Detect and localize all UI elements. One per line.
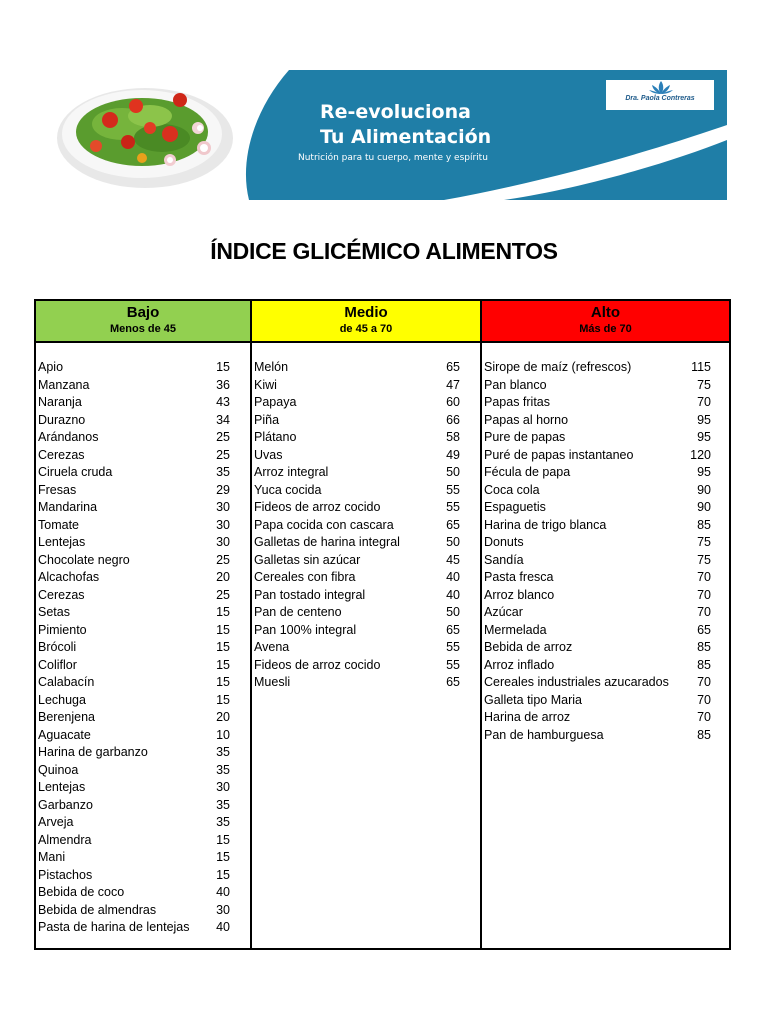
- food-row: [482, 482, 729, 500]
- food-name: Arroz inflado: [484, 657, 555, 672]
- food-row: [36, 622, 250, 640]
- food-name: Espaguetis: [484, 500, 546, 514]
- food-name: Almendra: [38, 832, 92, 847]
- glycemic-value: 35: [216, 762, 230, 777]
- food-row: [482, 464, 729, 482]
- food-name: Muesli: [254, 675, 291, 689]
- food-name: Fécula de papa: [484, 465, 571, 479]
- glycemic-value: 30: [216, 500, 230, 514]
- food-name: Lentejas: [38, 535, 86, 549]
- column-bajo: [36, 301, 252, 948]
- glycemic-value: 15: [216, 832, 230, 847]
- food-row: [252, 552, 480, 570]
- column-alto: [482, 301, 729, 948]
- glycemic-value: 65: [446, 517, 460, 532]
- glycemic-value: 40: [216, 920, 230, 934]
- food-row: [36, 517, 250, 535]
- glycemic-value: 20: [216, 710, 230, 724]
- food-name: Lentejas: [38, 780, 86, 794]
- food-name: Pure de papas: [484, 430, 566, 444]
- banner-subtitle: Nutrición para tu cuerpo, mente y espíritu: [298, 153, 488, 163]
- glycemic-value: 15: [216, 657, 230, 672]
- food-row: [482, 727, 729, 745]
- glycemic-value: 25: [216, 430, 230, 444]
- food-row: [36, 534, 250, 552]
- food-row: [252, 657, 480, 675]
- glycemic-value: 70: [697, 395, 711, 409]
- food-name: Galletas de harina integral: [254, 535, 400, 549]
- food-row: [36, 867, 250, 885]
- glycemic-value: 15: [216, 640, 230, 654]
- glycemic-value: 70: [697, 605, 711, 619]
- food-name: Arveja: [38, 815, 74, 829]
- glycemic-value: 35: [216, 465, 230, 479]
- glycemic-value: 75: [697, 377, 711, 392]
- glycemic-value: 55: [446, 640, 460, 654]
- glycemic-value: 70: [697, 710, 711, 724]
- food-row: [482, 517, 729, 535]
- glycemic-value: 95: [697, 430, 711, 444]
- food-name: Pan de centeno: [254, 605, 342, 619]
- food-name: Pan de hamburguesa: [484, 727, 604, 742]
- glycemic-value: 45: [446, 552, 460, 567]
- food-row: [482, 674, 729, 692]
- glycemic-value: 55: [446, 500, 460, 514]
- glycemic-value: 50: [446, 535, 460, 549]
- food-row: [482, 429, 729, 447]
- glycemic-value: 29: [216, 482, 230, 497]
- glycemic-value: 55: [446, 482, 460, 497]
- food-row: [252, 604, 480, 622]
- food-name: Sirope de maíz (refrescos): [484, 360, 632, 374]
- glycemic-value: 15: [216, 605, 230, 619]
- food-name: Bebida de coco: [38, 885, 125, 899]
- food-name: Mandarina: [38, 500, 98, 514]
- food-row: [36, 692, 250, 710]
- food-name: Galletas sin azúcar: [254, 552, 361, 567]
- food-name: Garbanzo: [38, 797, 93, 812]
- food-name: Coliflor: [38, 657, 77, 672]
- food-name: Tomate: [38, 517, 79, 532]
- food-name: Puré de papas instantaneo: [484, 447, 634, 462]
- food-name: Chocolate negro: [38, 552, 130, 567]
- food-row: [36, 849, 250, 867]
- glycemic-value: 90: [697, 500, 711, 514]
- column-range: Menos de 45: [109, 323, 177, 335]
- food-row: [36, 639, 250, 657]
- glycemic-value: 30: [216, 517, 230, 532]
- food-row: [36, 569, 250, 587]
- food-row: [252, 447, 480, 465]
- food-name: Sandía: [484, 552, 524, 567]
- food-row: [36, 482, 250, 500]
- food-row: [36, 814, 250, 832]
- column-name: Alto: [590, 304, 621, 321]
- glycemic-value: 35: [216, 815, 230, 829]
- column-header-bajo: [36, 301, 250, 343]
- page-title: ÍNDICE GLICÉMICO ALIMENTOS: [210, 238, 558, 264]
- glycemic-value: 58: [446, 430, 460, 444]
- food-name: Azúcar: [484, 605, 523, 619]
- food-name: Mani: [38, 850, 66, 864]
- food-name: Coca cola: [484, 482, 540, 497]
- food-name: Harina de arroz: [484, 710, 571, 724]
- food-name: Brócoli: [38, 640, 77, 654]
- glycemic-value: 25: [216, 587, 230, 602]
- glycemic-value: 115: [691, 360, 711, 374]
- food-row: [252, 499, 480, 517]
- glycemic-value: 15: [216, 692, 230, 707]
- food-row: [252, 394, 480, 412]
- food-row: [252, 377, 480, 395]
- food-row: [36, 587, 250, 605]
- food-name: Apio: [38, 360, 64, 374]
- food-row: [36, 744, 250, 762]
- food-name: Manzana: [38, 377, 90, 392]
- glycemic-value: 15: [216, 622, 230, 637]
- lotus-icon: [648, 80, 674, 95]
- glycemic-index-table: [34, 299, 731, 950]
- food-row: [252, 622, 480, 640]
- food-row: [252, 464, 480, 482]
- food-row: [482, 552, 729, 570]
- food-row: [482, 587, 729, 605]
- glycemic-value: 25: [216, 447, 230, 462]
- food-row: [36, 394, 250, 412]
- food-name: Papa cocida con cascara: [254, 517, 394, 532]
- food-name: Avena: [254, 640, 290, 654]
- food-name: Aguacate: [38, 727, 91, 742]
- food-row: [36, 429, 250, 447]
- food-name: Pasta de harina de lentejas: [38, 920, 190, 934]
- food-name: Pasta fresca: [484, 570, 554, 584]
- banner-title: [320, 100, 610, 150]
- food-row: [252, 639, 480, 657]
- glycemic-value: 95: [697, 412, 711, 427]
- glycemic-value: 85: [697, 727, 711, 742]
- food-row: [36, 412, 250, 430]
- glycemic-value: 65: [446, 360, 460, 374]
- food-row: [482, 639, 729, 657]
- glycemic-value: 85: [697, 657, 711, 672]
- food-list: [36, 343, 250, 937]
- glycemic-value: 95: [697, 465, 711, 479]
- food-row: [482, 622, 729, 640]
- glycemic-value: 35: [216, 797, 230, 812]
- column-medio: [252, 301, 482, 948]
- food-name: Papas fritas: [484, 395, 551, 409]
- glycemic-value: 30: [216, 535, 230, 549]
- food-row: [252, 587, 480, 605]
- food-name: Pan tostado integral: [254, 587, 366, 602]
- food-name: Bebida de arroz: [484, 640, 573, 654]
- food-row: [252, 569, 480, 587]
- food-name: Kiwi: [254, 377, 277, 392]
- food-name: Cereales industriales azucarados: [484, 675, 669, 689]
- food-row: [252, 674, 480, 692]
- glycemic-value: 40: [216, 885, 230, 899]
- food-name: Cerezas: [38, 447, 85, 462]
- glycemic-value: 35: [216, 745, 230, 759]
- column-header-medio: [252, 301, 480, 343]
- food-name: Bebida de almendras: [38, 902, 157, 917]
- food-name: Papas al horno: [484, 412, 569, 427]
- food-row: [482, 499, 729, 517]
- food-row: [36, 604, 250, 622]
- food-row: [252, 412, 480, 430]
- food-name: Pan 100% integral: [254, 622, 357, 637]
- salad-bowl-image: [50, 76, 240, 196]
- food-name: Quinoa: [38, 762, 79, 777]
- glycemic-value: 10: [216, 727, 230, 742]
- glycemic-value: 40: [446, 587, 460, 602]
- food-name: Lechuga: [38, 692, 86, 707]
- food-row: [482, 657, 729, 675]
- glycemic-value: 65: [446, 675, 460, 689]
- food-name: Durazno: [38, 412, 86, 427]
- food-name: Cereales con fibra: [254, 570, 356, 584]
- glycemic-value: 36: [216, 377, 230, 392]
- food-row: [36, 552, 250, 570]
- food-row: [36, 499, 250, 517]
- food-row: [36, 797, 250, 815]
- glycemic-value: 85: [697, 640, 711, 654]
- glycemic-value: 60: [446, 395, 460, 409]
- food-name: Fideos de arroz cocido: [254, 500, 381, 514]
- food-row: [482, 534, 729, 552]
- column-name: Medio: [344, 304, 388, 321]
- glycemic-value: 30: [216, 902, 230, 917]
- glycemic-value: 50: [446, 605, 460, 619]
- food-name: Pistachos: [38, 867, 93, 882]
- glycemic-value: 120: [690, 447, 711, 462]
- column-range: Más de 70: [579, 323, 632, 335]
- food-row: [36, 727, 250, 745]
- food-row: [482, 569, 729, 587]
- food-name: Donuts: [484, 535, 524, 549]
- food-name: Uvas: [254, 447, 283, 462]
- glycemic-value: 43: [216, 395, 230, 409]
- column-name: Bajo: [126, 304, 160, 321]
- food-row: [36, 902, 250, 920]
- column-header-alto: [482, 301, 729, 343]
- glycemic-value: 85: [697, 517, 711, 532]
- food-name: Piña: [254, 412, 280, 427]
- food-row: [36, 377, 250, 395]
- food-row: [36, 919, 250, 937]
- food-name: Harina de garbanzo: [38, 745, 148, 759]
- food-name: Ciruela cruda: [38, 465, 113, 479]
- glycemic-value: 75: [697, 535, 711, 549]
- food-name: Fideos de arroz cocido: [254, 657, 381, 672]
- food-list: [252, 343, 480, 692]
- food-list: [482, 343, 729, 744]
- food-row: [482, 377, 729, 395]
- food-row: [482, 394, 729, 412]
- food-row: [36, 674, 250, 692]
- food-row: [36, 359, 250, 377]
- food-row: [36, 709, 250, 727]
- glycemic-value: 20: [216, 570, 230, 584]
- food-name: Plátano: [254, 430, 297, 444]
- food-name: Pimiento: [38, 622, 87, 637]
- glycemic-value: 70: [697, 692, 711, 707]
- logo-text: Dra. Paola Contreras: [625, 95, 695, 102]
- food-name: Mermelada: [484, 622, 547, 637]
- food-row: [482, 692, 729, 710]
- food-row: [252, 359, 480, 377]
- food-row: [482, 447, 729, 465]
- glycemic-value: 55: [446, 657, 460, 672]
- food-name: Naranja: [38, 395, 82, 409]
- food-row: [252, 517, 480, 535]
- food-name: Cerezas: [38, 587, 85, 602]
- food-row: [36, 779, 250, 797]
- banner-title-line1: Re-evoluciona: [320, 101, 471, 123]
- glycemic-value: 66: [446, 412, 460, 427]
- glycemic-value: 50: [446, 465, 460, 479]
- glycemic-value: 75: [697, 552, 711, 567]
- glycemic-value: 15: [216, 360, 230, 374]
- food-row: [36, 464, 250, 482]
- glycemic-value: 70: [697, 570, 711, 584]
- glycemic-value: 70: [697, 675, 711, 689]
- glycemic-value: 65: [446, 622, 460, 637]
- food-name: Setas: [38, 605, 70, 619]
- food-name: Calabacín: [38, 675, 95, 689]
- banner-title-line2: Tu Alimentación: [320, 126, 492, 148]
- food-row: [36, 884, 250, 902]
- food-row: [36, 832, 250, 850]
- food-row: [482, 359, 729, 377]
- food-name: Alcachofas: [38, 570, 100, 584]
- food-name: Melón: [254, 360, 289, 374]
- glycemic-value: 34: [216, 412, 230, 427]
- food-row: [36, 657, 250, 675]
- glycemic-value: 47: [446, 377, 460, 392]
- glycemic-value: 70: [697, 587, 711, 602]
- food-name: Arroz blanco: [484, 587, 555, 602]
- food-name: Arándanos: [38, 430, 99, 444]
- food-row: [252, 429, 480, 447]
- food-name: Galleta tipo Maria: [484, 692, 582, 707]
- food-row: [36, 762, 250, 780]
- food-row: [252, 482, 480, 500]
- food-row: [36, 447, 250, 465]
- food-row: [482, 412, 729, 430]
- glycemic-value: 49: [446, 447, 460, 462]
- glycemic-value: 40: [446, 570, 460, 584]
- glycemic-value: 65: [697, 622, 711, 637]
- food-row: [252, 534, 480, 552]
- food-name: Harina de trigo blanca: [484, 517, 607, 532]
- glycemic-value: 15: [216, 867, 230, 882]
- food-name: Pan blanco: [484, 377, 547, 392]
- food-name: Berenjena: [38, 710, 95, 724]
- glycemic-value: 15: [216, 850, 230, 864]
- glycemic-value: 90: [697, 482, 711, 497]
- glycemic-value: 15: [216, 675, 230, 689]
- glycemic-value: 30: [216, 780, 230, 794]
- food-name: Fresas: [38, 482, 77, 497]
- food-name: Arroz integral: [254, 465, 329, 479]
- column-range: de 45 a 70: [339, 323, 393, 335]
- glycemic-value: 25: [216, 552, 230, 567]
- food-name: Yuca cocida: [254, 482, 322, 497]
- food-name: Papaya: [254, 395, 297, 409]
- food-row: [482, 709, 729, 727]
- food-row: [482, 604, 729, 622]
